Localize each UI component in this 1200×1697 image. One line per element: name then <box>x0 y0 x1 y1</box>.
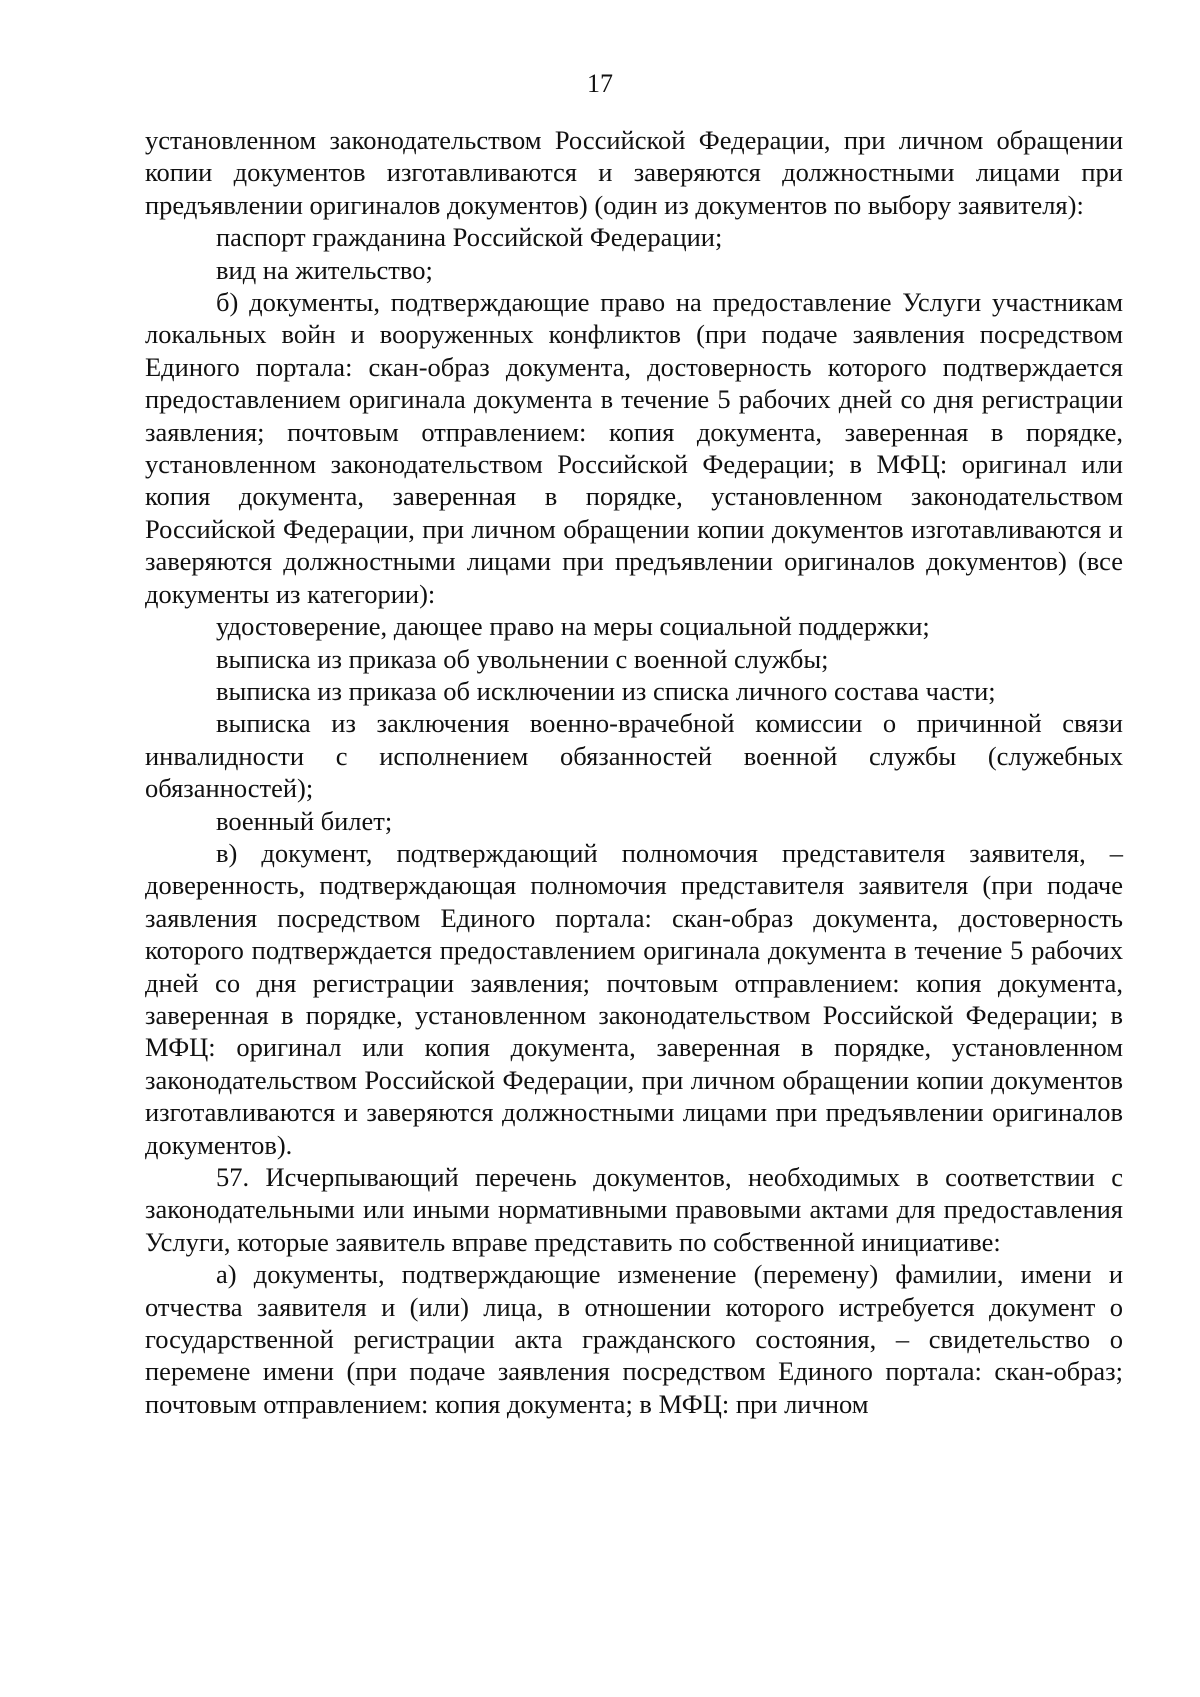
paragraph: б) документы, подтверждающие право на предоставление Услуги участникам локальных войн и вооруженных конфликтов (при подаче заявления посредством Единого портала: скан-образ документа, достоверность которого подтверждается предоставлением оригинала документа в течение 5 рабочих дней со дня регистрации заявления; почтовым отправлением: копия документа, заверенная в порядке, установленном законодательством Российской Федерации; в МФЦ: оригинал или копия документа, заверенная в порядке, установленном законодательством Российской Федерации, при личном обращении копии документов изготавливаются и заверяются должностными лицами при предъявлении оригиналов документов) (все документы из категории): <box>145 287 1123 609</box>
paragraph: выписка из приказа об увольнении с военной службы; <box>216 643 829 674</box>
document-body <box>145 124 1123 1420</box>
page-number: 17 <box>587 69 613 98</box>
paragraph: установленном законодательством Российской Федерации, при личном обращении копии документов изготавливаются и заверяются должностными лицами при предъявлении оригиналов документов) (один из документов по выбору заявителя): <box>145 125 1123 220</box>
paragraph: выписка из заключения военно-врачебной комиссии о причинной связи инвалидности с исполнением обязанностей военной службы (служебных обязанностей); <box>145 708 1123 804</box>
paragraph: удостоверение, дающее право на меры социальной поддержки; <box>216 611 930 642</box>
paragraph: а) документы, подтверждающие изменение (перемену) фамилии, имени и отчества заявителя и (или) лица, в отношении которого истребуется документ о государственной регистрации акта гражданского состояния, – свидетельство о перемене имени (при подаче заявления посредством Единого портала: скан-образ; почтовым отправлением: копия документа; в МФЦ: при личном <box>145 1259 1123 1419</box>
paragraph: 57. Исчерпывающий перечень документов, необходимых в соответствии с законодательными или иными нормативными правовыми актами для предоставления Услуги, которые заявитель вправе представить по собственной инициативе: <box>145 1162 1123 1257</box>
paragraph: вид на жительство; <box>216 254 433 285</box>
paragraph: выписка из приказа об исключении из списка личного состава части; <box>216 675 996 706</box>
paragraph: паспорт гражданина Российской Федерации; <box>216 222 723 253</box>
paragraph: военный билет; <box>216 805 393 836</box>
paragraph: в) документ, подтверждающий полномочия представителя заявителя, – доверенность, подтверждающая полномочия представителя заявителя (при подаче заявления посредством Единого портала: скан-образ документа, достоверность которого подтверждается предоставлением оригинала документа в течение 5 рабочих дней со дня регистрации заявления; почтовым отправлением: копия документа, заверенная в порядке, установленном законодательством Российской Федерации; в МФЦ: оригинал или копия документа, заверенная в порядке, установленном законодательством Российской Федерации, при личном обращении копии документов изготавливаются и заверяются должностными лицами при предъявлении оригиналов документов). <box>145 837 1123 1160</box>
